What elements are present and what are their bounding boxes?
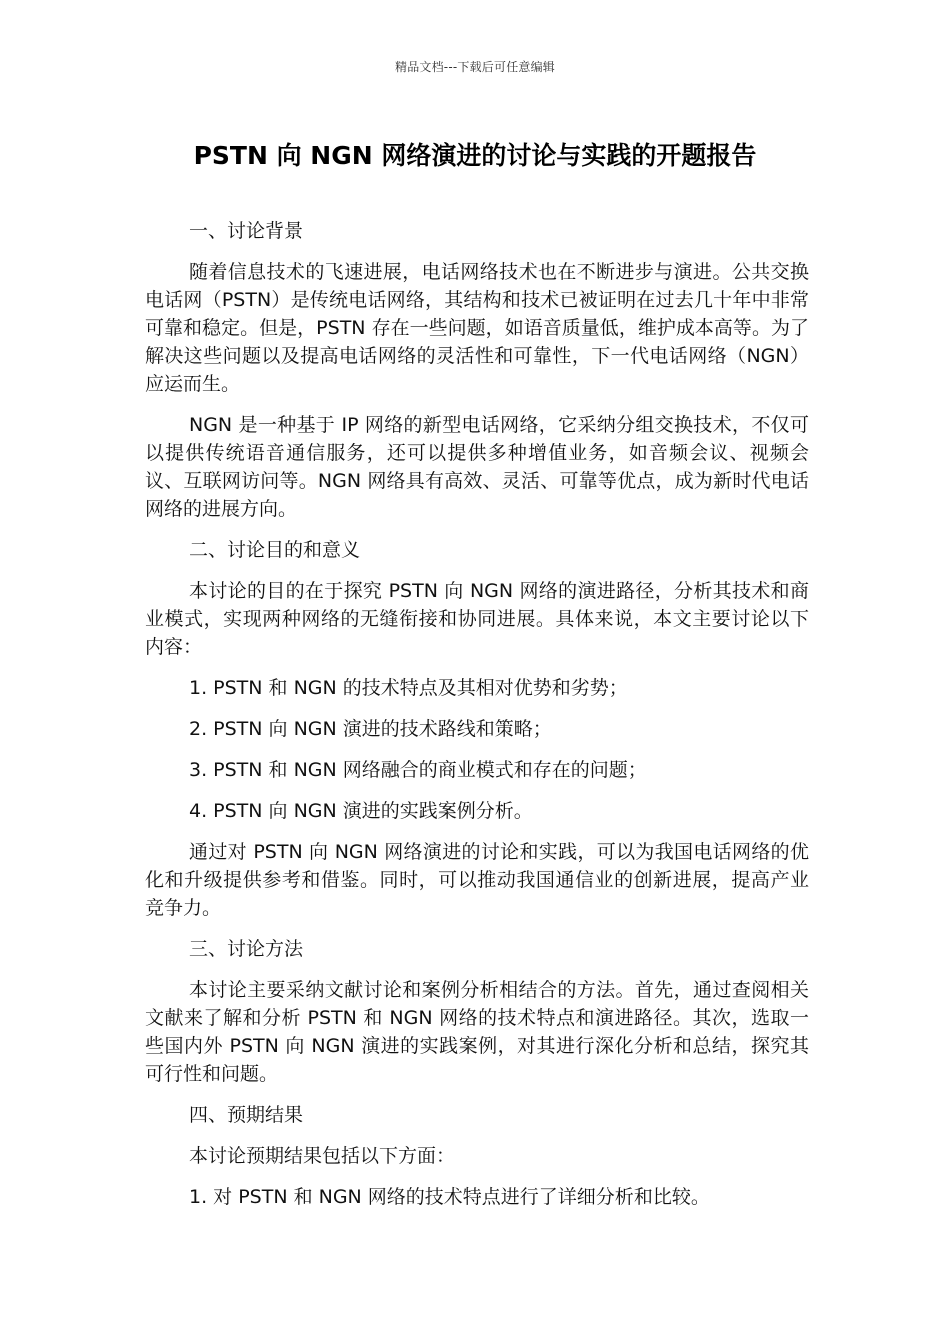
paragraph-background-2: NGN 是一种基于 IP 网络的新型电话网络，它采纳分组交换技术，不仅可以提供传统语音通信服务，还可以提供多种增值业务，如音频会议、视频会议、互联网访问等。NGN 网络具有高效、灵活、可靠等优点，成为新时代电话网络的进展方向。 [145, 414, 809, 520]
paragraph-method-1: 本讨论主要采纳文献讨论和案例分析相结合的方法。首先，通过查阅相关文献来了解和分析 PSTN 和 NGN 网络的技术特点和演进路径。其次，选取一些国内外 PSTN 向 NGN 演进的实践案例，对其进行深化分析和总结，探究其可行性和问题。 [145, 979, 809, 1085]
section-heading-background: 一、讨论背景 [189, 220, 304, 242]
paragraph-expected-results-intro: 本讨论预期结果包括以下方面： [189, 1145, 456, 1167]
list-item-expected-results-1: 1. 对 PSTN 和 NGN 网络的技术特点进行了详细分析和比较。 [189, 1186, 710, 1208]
paragraph-purpose-1: 本讨论的目的在于探究 PSTN 向 NGN 网络的演进路径，分析其技术和商业模式，实现两种网络的无缝衔接和协同进展。具体来说，本文主要讨论以下内容： [145, 580, 809, 658]
paragraph-background-1: 随着信息技术的飞速进展，电话网络技术也在不断进步与演进。公共交换电话网（PSTN）是传统电话网络，其结构和技术已被证明在过去几十年中非常可靠和稳定。但是，PSTN 存在一些问题，如语音质量低，维护成本高等。为了解决这些问题以及提高电话网络的灵活性和可靠性，下一代电话网络（NGN）应运而生。 [145, 261, 809, 395]
document-body [145, 217, 809, 1224]
header-note: 精品文档---下载后可任意编辑 [395, 60, 555, 74]
document-title: PSTN 向 NGN 网络演进的讨论与实践的开题报告 [193, 141, 757, 170]
section-heading-expected-results: 四、预期结果 [189, 1104, 304, 1126]
list-item-purpose-2: 2. PSTN 向 NGN 演进的技术路线和策略； [189, 718, 552, 740]
list-item-purpose-4: 4. PSTN 向 NGN 演进的实践案例分析。 [189, 800, 533, 822]
section-heading-purpose: 二、讨论目的和意义 [189, 539, 361, 561]
list-item-purpose-3: 3. PSTN 和 NGN 网络融合的商业模式和存在的问题； [189, 759, 647, 781]
list-item-purpose-1: 1. PSTN 和 NGN 的技术特点及其相对优势和劣势； [189, 677, 628, 699]
paragraph-purpose-2: 通过对 PSTN 向 NGN 网络演进的讨论和实践，可以为我国电话网络的优化和升级提供参考和借鉴。同时，可以推动我国通信业的创新进展，提高产业竞争力。 [145, 841, 809, 919]
section-heading-method: 三、讨论方法 [189, 938, 304, 960]
